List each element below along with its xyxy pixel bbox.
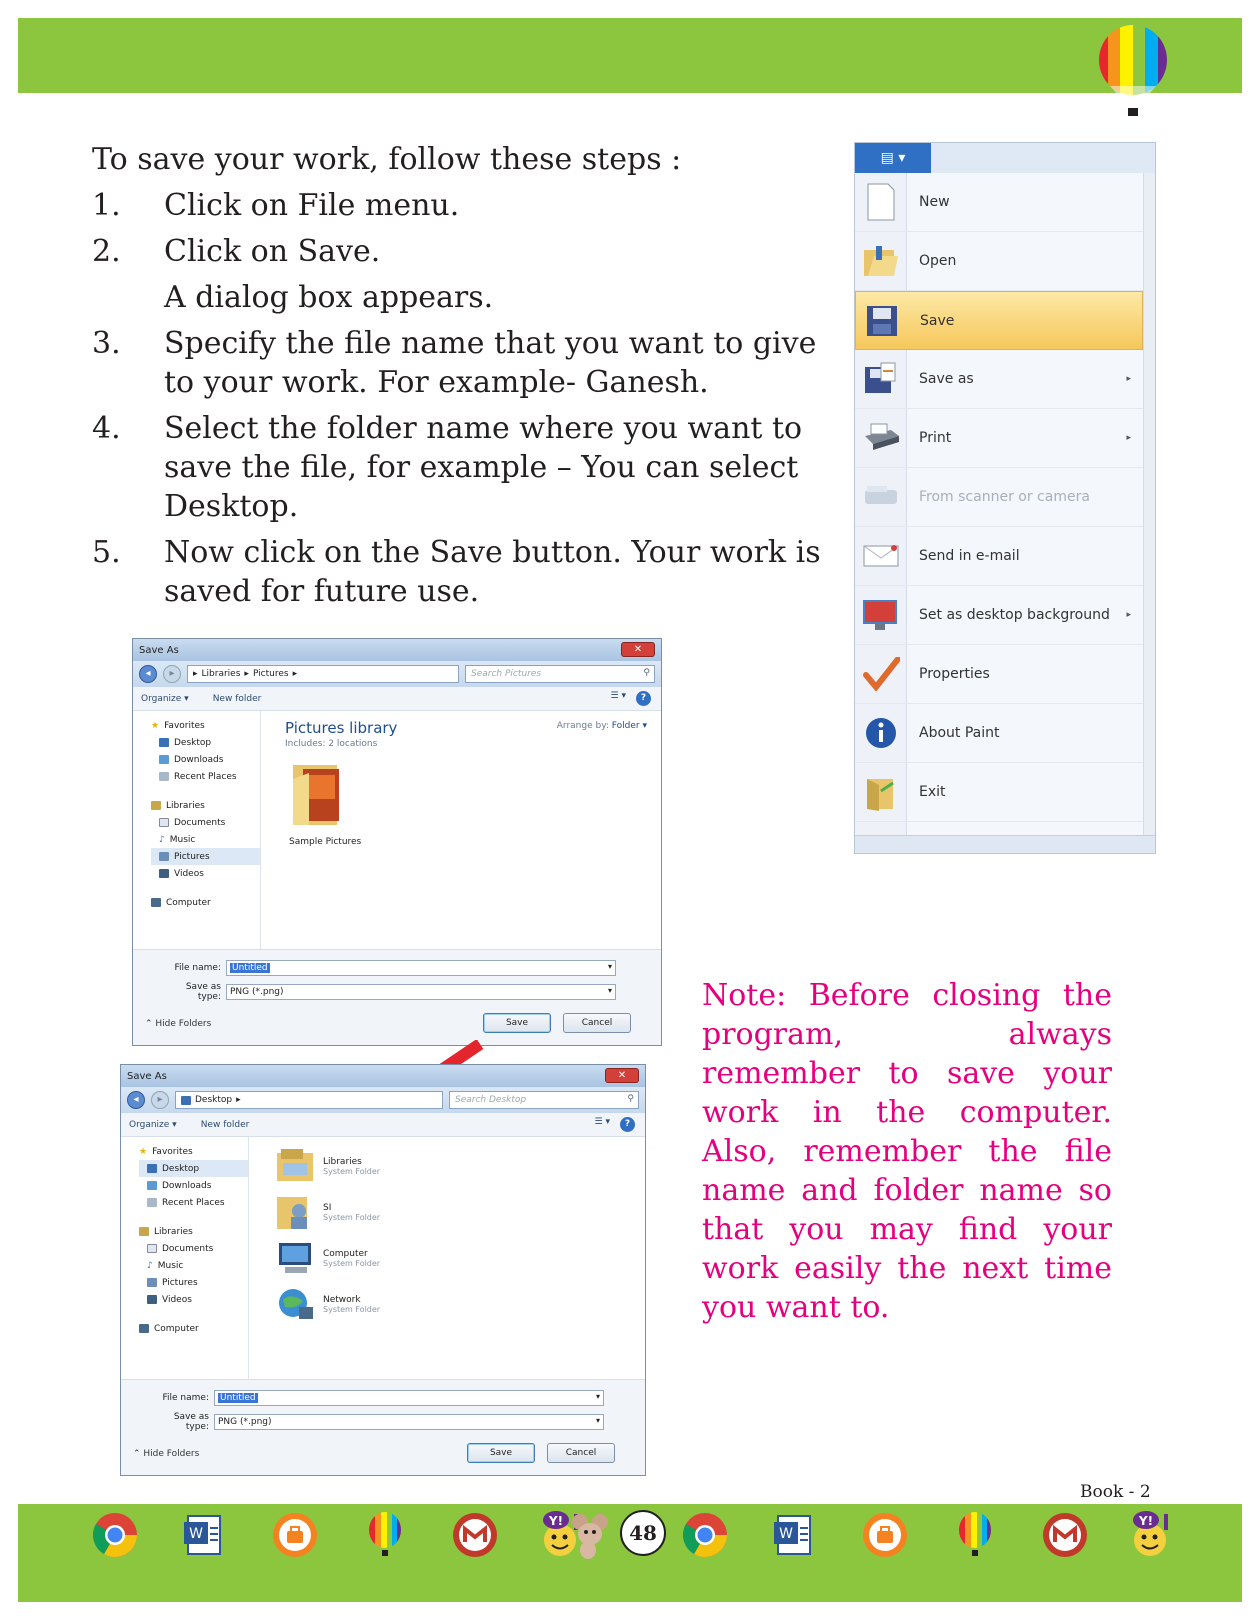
file-name-label: File name:: [162, 1393, 209, 1403]
file-name-value: Untitled: [220, 1393, 256, 1403]
word-icon: [180, 1510, 230, 1560]
instructions: [92, 140, 842, 618]
file-name-input[interactable]: [226, 960, 616, 976]
submenu-arrow-icon: ▸: [1126, 374, 1131, 384]
nav-computer[interactable]: [151, 894, 260, 911]
item-type: System Folder: [323, 1212, 381, 1222]
nav-item-pictures[interactable]: [139, 1274, 248, 1291]
star-icon: ★: [139, 1146, 148, 1157]
pictures-icon: [147, 1278, 157, 1287]
folder-tile[interactable]: [289, 759, 361, 847]
svg-text:Y!: Y!: [1138, 1514, 1154, 1528]
dialog-footer: [121, 1435, 645, 1475]
step-item: [92, 533, 842, 611]
search-icon: ⚲: [643, 668, 650, 678]
nav-item-documents[interactable]: [151, 814, 260, 831]
dialog-titlebar: [121, 1065, 645, 1087]
search-input[interactable]: [449, 1091, 639, 1109]
music-icon: ♪: [147, 1260, 153, 1271]
address-bar: [133, 661, 661, 687]
save-type-row: [163, 982, 616, 1002]
new-folder-button[interactable]: New folder: [212, 693, 262, 704]
nav-item-desktop[interactable]: [139, 1160, 248, 1177]
note-text: Note: Before closing the program, always remember to save your work in the computer. Also, remember the file name and folder name so that you may find your work easily the next time you want to.: [702, 978, 1112, 1325]
nav-favorites[interactable]: [139, 1143, 248, 1160]
desktop-item-network[interactable]: [275, 1285, 380, 1323]
path-field[interactable]: [187, 665, 459, 683]
chrome-icon: [680, 1510, 730, 1560]
menu-item-save[interactable]: [855, 291, 1143, 350]
nav-label: Favorites: [152, 1146, 193, 1157]
file-name-area: [121, 1379, 645, 1435]
step-number: 2.: [92, 234, 121, 269]
chevron-right-icon: ▸: [292, 669, 298, 679]
nav-item-downloads[interactable]: [151, 751, 260, 768]
exit-folder-icon: [855, 769, 907, 815]
dialog-body: [121, 1137, 645, 1379]
save-type-value: PNG (*.png): [230, 987, 284, 997]
step-text: Select the folder name where you want to save the file, for example – You can select Desktop.: [164, 411, 803, 524]
file-name-row: [151, 1390, 604, 1406]
nav-label: Documents: [162, 1243, 214, 1254]
menu-item-label: Properties: [919, 666, 990, 682]
menu-footer: [855, 835, 1155, 853]
nav-label: Downloads: [174, 754, 224, 765]
nav-label: Computer: [166, 897, 211, 908]
menu-item-label: New: [919, 194, 950, 210]
nav-label: Desktop: [174, 737, 212, 748]
menu-item-print[interactable]: [855, 409, 1143, 468]
libraries-icon: [151, 801, 161, 810]
close-button[interactable]: ✕: [605, 1068, 639, 1083]
recent-places-icon: [159, 772, 169, 781]
nav-item-documents[interactable]: [139, 1240, 248, 1257]
item-type: System Folder: [323, 1166, 381, 1176]
nav-label: Documents: [174, 817, 226, 828]
scanner-icon: [855, 474, 907, 520]
nav-label: Pictures: [162, 1277, 198, 1288]
content-pane: [275, 711, 661, 949]
item-name: SI: [323, 1202, 332, 1213]
dialog-footer: [133, 1005, 661, 1045]
help-icon[interactable]: ?: [636, 691, 651, 706]
new-folder-button[interactable]: New folder: [200, 1119, 250, 1130]
nav-libraries[interactable]: [139, 1223, 248, 1240]
step-text: Click on File menu.: [164, 188, 460, 223]
save-type-select[interactable]: [214, 1414, 604, 1430]
documents-icon: [159, 818, 169, 827]
nav-item-music[interactable]: [151, 831, 260, 848]
menu-item-new[interactable]: [855, 173, 1143, 232]
nav-computer[interactable]: [139, 1320, 248, 1337]
nav-item-desktop[interactable]: [151, 734, 260, 751]
desktop-icon: [159, 738, 169, 747]
folder-icon: ▸: [193, 669, 198, 679]
menu-item-label: Set as desktop background: [919, 607, 1110, 623]
save-type-value: PNG (*.png): [218, 1417, 272, 1427]
info-icon: [855, 710, 907, 756]
menu-items: [855, 173, 1143, 822]
nav-label: Desktop: [162, 1163, 200, 1174]
page-number: 48: [620, 1510, 666, 1556]
forward-button[interactable]: ▸: [163, 665, 181, 683]
item-type: System Folder: [323, 1258, 381, 1268]
navigation-pane: [121, 1137, 249, 1379]
desktop-icon: [147, 1164, 157, 1173]
toolbar: [121, 1113, 645, 1137]
balloon-logo-icon: [1096, 24, 1170, 124]
menu-item-label: About Paint: [919, 725, 1000, 741]
menu-item-label: Send in e-mail: [919, 548, 1020, 564]
email-icon: [855, 533, 907, 579]
chevron-right-icon: ▸: [236, 1095, 241, 1105]
submenu-arrow-icon: ▸: [1126, 433, 1131, 443]
organize-button[interactable]: Organize ▾: [129, 1119, 177, 1130]
library-subtitle: Includes: 2 locations: [285, 739, 378, 749]
chrome-icon: [90, 1510, 140, 1560]
mouse-mascot-icon: [566, 1510, 616, 1560]
nav-item-videos[interactable]: [139, 1291, 248, 1308]
menu-item-send-in-e-mail[interactable]: [855, 527, 1143, 586]
file-name-label: File name:: [174, 963, 221, 973]
dropdown-arrow-icon: ▾: [607, 986, 612, 995]
close-button[interactable]: ✕: [621, 642, 655, 657]
view-options-icon[interactable]: ☰ ▾: [594, 1117, 610, 1127]
step-number: 3.: [92, 326, 121, 361]
briefcase-icon: [860, 1510, 910, 1560]
step-item: [92, 232, 842, 271]
step-continuation: A dialog box appears.: [164, 280, 494, 315]
nav-item-music[interactable]: [139, 1257, 248, 1274]
cancel-button[interactable]: Cancel: [547, 1443, 615, 1463]
search-placeholder: Search Desktop: [455, 1095, 527, 1105]
menu-item-exit[interactable]: [855, 763, 1143, 822]
chevron-right-icon: ▸: [244, 669, 249, 679]
file-name-value: Untitled: [232, 963, 268, 973]
menu-item-label: Open: [919, 253, 957, 269]
menu-item-label: Exit: [919, 784, 946, 800]
save-as-dialog-pictures: [132, 638, 662, 1046]
instructions-intro: To save your work, follow these steps :: [92, 142, 682, 177]
nav-label: Favorites: [164, 720, 205, 731]
gmail-icon: [1040, 1510, 1090, 1560]
word-icon: [770, 1510, 820, 1560]
paint-file-menu: [854, 142, 1156, 854]
nav-label: Recent Places: [162, 1197, 225, 1208]
menu-item-properties[interactable]: [855, 645, 1143, 704]
item-name: Network: [323, 1294, 361, 1305]
step-item: [92, 409, 842, 526]
back-button[interactable]: ◂: [139, 665, 157, 683]
step-number: 4.: [92, 411, 121, 446]
search-placeholder: Search Pictures: [471, 669, 542, 679]
yahoo-icon: [1124, 1510, 1174, 1560]
videos-icon: [159, 869, 169, 878]
music-icon: ♪: [159, 834, 165, 845]
nav-label: Computer: [154, 1323, 199, 1334]
path-segment[interactable]: Pictures: [252, 669, 289, 679]
desktop-icon: [181, 1096, 191, 1105]
computer-icon: [151, 898, 161, 907]
computer-icon: [139, 1324, 149, 1333]
save-type-row: [151, 1412, 604, 1432]
balloon-icon: [950, 1510, 1000, 1560]
pictures-icon: [159, 852, 169, 861]
content-pane: [263, 1137, 645, 1379]
downloads-icon: [147, 1181, 157, 1190]
paint-menu-button[interactable]: ▤ ▾: [855, 143, 931, 173]
nav-label: Music: [169, 834, 196, 845]
book-label: Book - 2: [1080, 1482, 1151, 1502]
new-file-icon: [855, 179, 907, 225]
libraries-folder-icon: [275, 1147, 315, 1185]
open-folder-icon: [855, 238, 907, 284]
path-field[interactable]: [175, 1091, 443, 1109]
nav-item-recent[interactable]: [139, 1194, 248, 1211]
desktop-item-computer[interactable]: [275, 1239, 380, 1277]
hide-folders-button[interactable]: ⌃ Hide Folders: [145, 1019, 212, 1029]
arrange-label: Arrange by:: [556, 721, 609, 731]
hide-folders-label: Hide Folders: [155, 1019, 212, 1029]
submenu-arrow-icon: ▸: [1126, 610, 1131, 620]
dropdown-arrow-icon: ▾: [607, 962, 612, 971]
menu-scrollbar[interactable]: [1143, 173, 1155, 835]
svg-text:W: W: [779, 1526, 793, 1542]
organize-button[interactable]: Organize ▾: [141, 693, 189, 704]
search-icon: ⚲: [627, 1094, 634, 1104]
save-as-dialog-desktop: [120, 1064, 646, 1476]
dialog-body: [133, 711, 661, 949]
step-number: 1.: [92, 188, 121, 223]
nav-favorites[interactable]: [151, 717, 260, 734]
step-item: [92, 186, 842, 225]
balloon-icon: [360, 1510, 410, 1560]
address-bar: [121, 1087, 645, 1113]
file-name-row: [163, 960, 616, 976]
desktop-item-libraries[interactable]: [275, 1147, 380, 1185]
menu-item-open[interactable]: [855, 232, 1143, 291]
documents-icon: [147, 1244, 157, 1253]
menu-item-save-as[interactable]: [855, 350, 1143, 409]
sample-pictures-folder-icon: [289, 759, 345, 829]
folder-name: Sample Pictures: [289, 837, 362, 847]
desktop-background-icon: [855, 592, 907, 638]
path-segment[interactable]: Desktop: [195, 1095, 233, 1105]
save-type-label: Save as type:: [173, 1412, 209, 1432]
step-item: [92, 324, 842, 402]
nav-label: Videos: [174, 868, 204, 879]
nav-label: Libraries: [154, 1226, 193, 1237]
menu-item-from-scanner-or-camera: [855, 468, 1143, 527]
item-name: Computer: [323, 1248, 368, 1259]
desktop-item-user[interactable]: [275, 1193, 380, 1231]
forward-button[interactable]: ▸: [151, 1091, 169, 1109]
recent-places-icon: [147, 1198, 157, 1207]
nav-label: Recent Places: [174, 771, 237, 782]
arrange-by[interactable]: [557, 721, 647, 731]
nav-item-recent[interactable]: [151, 768, 260, 785]
back-button[interactable]: ◂: [127, 1091, 145, 1109]
step-text: Specify the file name that you want to give to your work. For example- Ganesh.: [164, 326, 817, 400]
menu-item-label: Print: [919, 430, 952, 446]
dialog-title: Save As: [127, 1070, 167, 1082]
toolbar: [133, 687, 661, 711]
nav-label: Libraries: [166, 800, 205, 811]
menu-item-label: Save as: [919, 371, 974, 387]
save-type-label: Save as type:: [185, 982, 221, 1002]
dialog-title: Save As: [139, 644, 179, 656]
user-folder-icon: [275, 1193, 315, 1231]
save-button[interactable]: Save: [483, 1013, 551, 1033]
downloads-icon: [159, 755, 169, 764]
help-icon[interactable]: ?: [620, 1117, 635, 1132]
dropdown-arrow-icon: ▾: [595, 1392, 600, 1401]
svg-text:Y!: Y!: [548, 1514, 564, 1528]
step-text: Now click on the Save button. Your work is saved for future use.: [164, 535, 821, 609]
item-name: Libraries: [323, 1156, 362, 1167]
videos-icon: [147, 1295, 157, 1304]
libraries-icon: [139, 1227, 149, 1236]
nav-label: Downloads: [162, 1180, 212, 1191]
library-title: Pictures library: [285, 719, 398, 737]
nav-libraries[interactable]: [151, 797, 260, 814]
save-as-icon: [855, 356, 907, 402]
file-name-area: [133, 949, 661, 1005]
nav-label: Videos: [162, 1294, 192, 1305]
view-options-icon[interactable]: ☰ ▾: [610, 691, 626, 701]
hide-folders-label: Hide Folders: [143, 1449, 200, 1459]
dropdown-arrow-icon: ▾: [595, 1416, 600, 1425]
briefcase-icon: [270, 1510, 320, 1560]
computer-monitor-icon: [275, 1239, 315, 1277]
header-bar: [18, 18, 1242, 93]
step-text: Click on Save.: [164, 234, 381, 269]
path-segment[interactable]: Libraries: [201, 669, 241, 679]
save-button[interactable]: Save: [467, 1443, 535, 1463]
menu-item-set-as-desktop-background[interactable]: [855, 586, 1143, 645]
menu-item-label: Save: [920, 312, 955, 329]
menu-item-label: From scanner or camera: [919, 489, 1090, 505]
nav-item-downloads[interactable]: [139, 1177, 248, 1194]
cancel-button[interactable]: Cancel: [563, 1013, 631, 1033]
search-input[interactable]: [465, 665, 655, 683]
checkmark-icon: [855, 651, 907, 697]
step-number: 5.: [92, 535, 121, 570]
item-type: System Folder: [323, 1304, 381, 1314]
network-globe-icon: [275, 1285, 315, 1323]
svg-text:W: W: [189, 1526, 203, 1542]
menu-item-about-paint[interactable]: [855, 704, 1143, 763]
gmail-icon: [450, 1510, 500, 1560]
arrange-value: Folder ▾: [611, 721, 647, 731]
floppy-save-icon: [856, 298, 908, 344]
nav-item-pictures[interactable]: [151, 848, 260, 865]
ribbon-strip: [931, 143, 1155, 173]
file-name-input[interactable]: [214, 1390, 604, 1406]
star-icon: ★: [151, 720, 160, 731]
nav-item-videos[interactable]: [151, 865, 260, 882]
nav-label: Music: [157, 1260, 184, 1271]
hide-folders-button[interactable]: ⌃ Hide Folders: [133, 1449, 200, 1459]
nav-label: Pictures: [174, 851, 210, 862]
dialog-titlebar: [133, 639, 661, 661]
navigation-pane: [133, 711, 261, 949]
save-type-select[interactable]: [226, 984, 616, 1000]
printer-icon: [855, 415, 907, 461]
